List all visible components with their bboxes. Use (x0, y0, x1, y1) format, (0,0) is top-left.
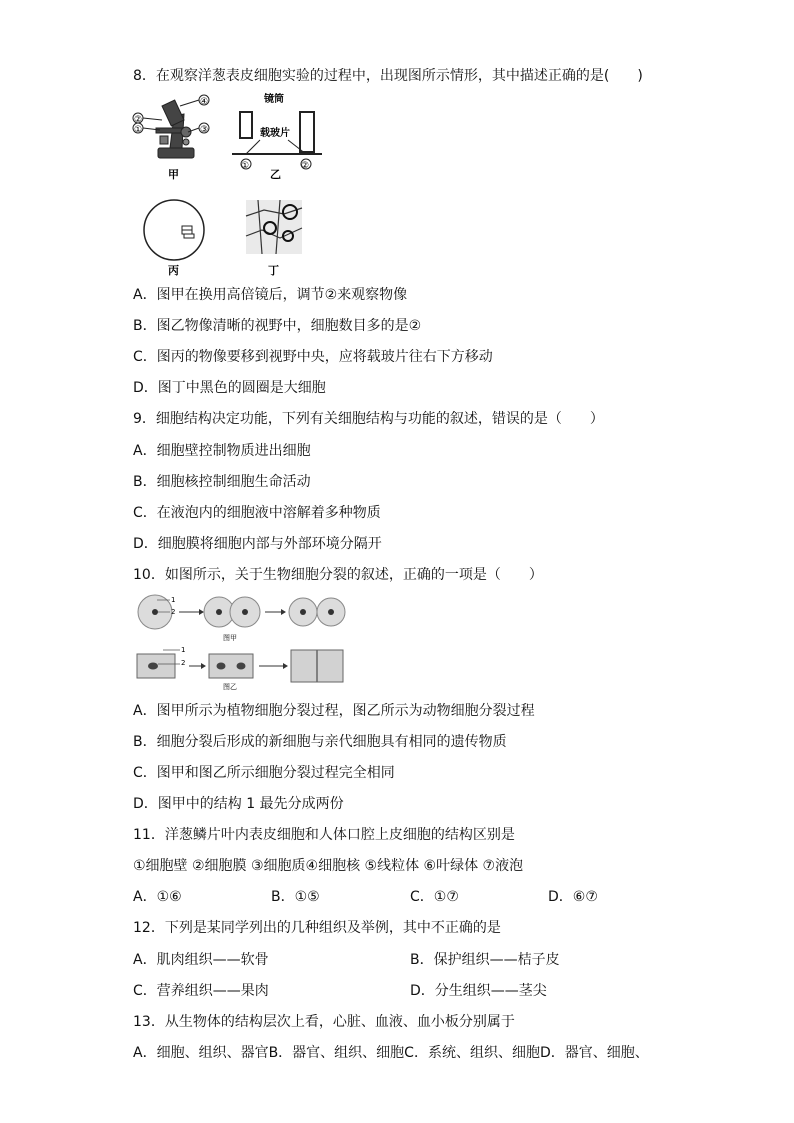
label-c3: ③ (200, 125, 209, 135)
q13-stem: 13．从生物体的结构层次上看，心脏、血液、血小板分别属于 (133, 1014, 515, 1030)
q8-stem: 8．在观察洋葱表皮细胞实验的过程中，出现图所示情形，其中描述正确的是( ) (133, 68, 643, 84)
q9-option-a[interactable]: A．细胞壁控制物质进出细胞 (133, 443, 311, 459)
label-yi: 乙 (270, 168, 281, 181)
q10-option-c[interactable]: C．图甲和图乙所示细胞分裂过程完全相同 (133, 765, 395, 781)
q12-option-b[interactable]: B．保护组织——桔子皮 (410, 952, 560, 968)
q10-stem: 10．如图所示，关于生物细胞分裂的叙述，正确的一项是（ ） (133, 567, 543, 583)
fig-label-1b: 1 (181, 646, 186, 654)
fig-label-jia: 图甲 (223, 634, 237, 642)
q9-option-c[interactable]: C．在液泡内的细胞液中溶解着多种物质 (133, 505, 381, 521)
q11-stem: 11．洋葱鳞片叶内表皮细胞和人体口腔上皮细胞的结构区别是 (133, 827, 515, 843)
q9-option-b[interactable]: B．细胞核控制细胞生命活动 (133, 474, 311, 490)
cell-division-figure (133, 592, 351, 692)
q13-options[interactable]: A．细胞、组织、器官B．器官、组织、细胞C．系统、组织、细胞D．器官、细胞、 (133, 1045, 649, 1061)
label-c4: ④ (200, 97, 209, 107)
label-bing: 丙 (168, 264, 179, 277)
q8-option-c[interactable]: C．图丙的物像要移到视野中央，应将载玻片往右下方移动 (133, 349, 493, 365)
q8-option-b[interactable]: B．图乙物像清晰的视野中，细胞数目多的是② (133, 318, 422, 334)
label-ding: 丁 (268, 264, 279, 277)
dividing-plant-cell-icon (209, 654, 253, 678)
q11-option-d[interactable]: D．⑥⑦ (548, 889, 598, 905)
q8-option-d[interactable]: D．图丁中黑色的圆圈是大细胞 (133, 380, 326, 396)
fig-label-yi: 图乙 (223, 683, 237, 691)
q12-stem: 12．下列是某同学列出的几种组织及举例，其中不正确的是 (133, 920, 501, 936)
q8-option-a[interactable]: A．图甲在换用高倍镜后，调节②来观察物像 (133, 287, 408, 303)
label-y2: ② (301, 161, 310, 171)
q9-option-d[interactable]: D．细胞膜将细胞内部与外部环境分隔开 (133, 536, 382, 552)
label-jia: 甲 (168, 168, 179, 181)
microscope-icon (156, 100, 194, 158)
q9-stem: 9．细胞结构决定功能，下列有关细胞结构与功能的叙述，错误的是（ ） (133, 411, 604, 427)
q10-option-d[interactable]: D．图甲中的结构 1 最先分成两份 (133, 796, 344, 812)
q11-option-a[interactable]: A．①⑥ (133, 889, 182, 905)
cells-icon (182, 226, 194, 238)
daughter-animal-cells-icon (289, 598, 345, 626)
label-jingtong: 镜筒 (264, 94, 284, 105)
dividing-animal-cell-icon (204, 597, 260, 627)
daughter-plant-cells-icon (291, 650, 343, 682)
fig-label-2a: 2 (171, 608, 176, 616)
fig-label-2b: 2 (181, 659, 186, 667)
q10-option-a[interactable]: A．图甲所示为植物细胞分裂过程，图乙所示为动物细胞分裂过程 (133, 703, 535, 719)
q11-option-b[interactable]: B．①⑤ (271, 889, 320, 905)
field-of-view-figure (140, 196, 210, 278)
q12-option-d[interactable]: D．分生组织——茎尖 (410, 983, 547, 999)
label-c2: ② (134, 115, 143, 125)
plant-cell-icon (137, 654, 175, 678)
fig-label-1a: 1 (171, 596, 176, 604)
q11-option-c[interactable]: C．①⑦ (410, 889, 459, 905)
q12-option-a[interactable]: A．肌肉组织——软骨 (133, 952, 269, 968)
bubble-cells-figure (244, 198, 304, 278)
q11-items: ①细胞壁 ②细胞膜 ③细胞质④细胞核 ⑤线粒体 ⑥叶绿体 ⑦液泡 (133, 858, 524, 874)
q12-option-c[interactable]: C．营养组织——果肉 (133, 983, 269, 999)
label-zaibopian: 载玻片 (260, 128, 290, 139)
microscope-figure (130, 92, 215, 182)
objective-lens-figure (232, 92, 324, 182)
label-y1: ① (241, 161, 250, 171)
label-c1: ① (134, 125, 143, 135)
q10-option-b[interactable]: B．细胞分裂后形成的新细胞与亲代细胞具有相同的遗传物质 (133, 734, 507, 750)
